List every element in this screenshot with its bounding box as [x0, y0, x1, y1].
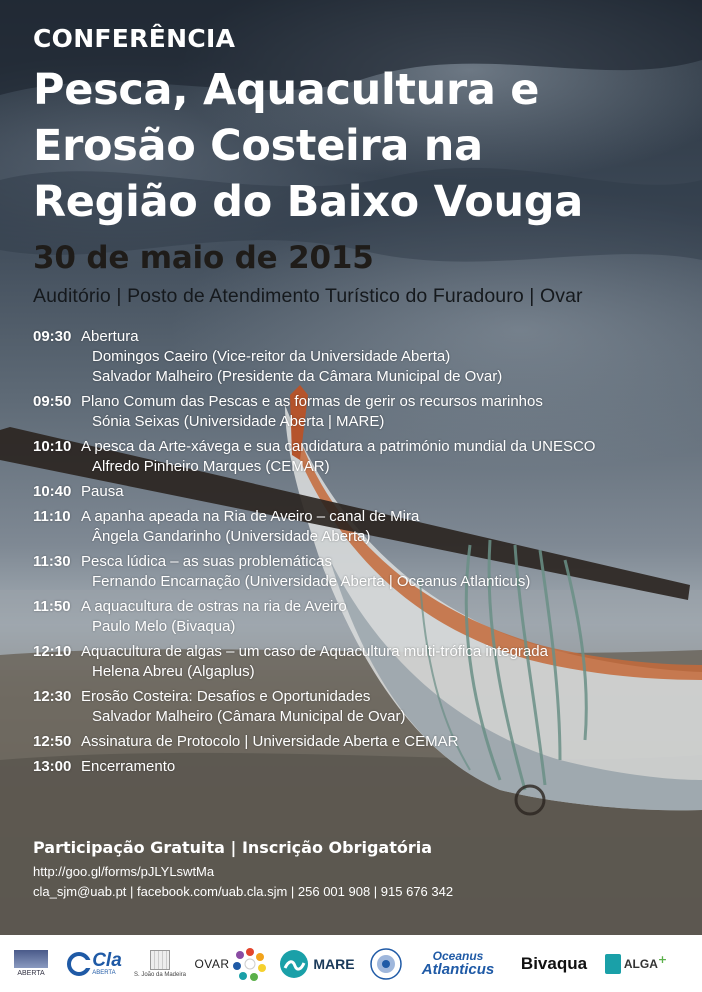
ovar-flower-icon [232, 946, 268, 982]
programme-time: 13:00 [33, 758, 72, 775]
programme-speaker: Fernando Encarnação (Universidade Aberta | Oceanus Atlanticus) [92, 573, 531, 590]
cla-text: Cla [92, 950, 122, 971]
logo-oceanus-atlanticus [412, 944, 504, 984]
logo-algaplus [604, 944, 668, 984]
logo-cla [58, 944, 130, 984]
programme-item-heading [33, 327, 673, 347]
programme-speaker: Salvador Malheiro (Presidente da Câmara Municipal de Ovar) [92, 368, 503, 385]
participation-note: Participação Gratuita | Inscrição Obrigatória [33, 838, 433, 857]
logo-sao-joao-da-madeira [132, 944, 188, 984]
programme-title: A pesca da Arte-xávega e sua candidatura a património mundial da UNESCO [81, 438, 596, 455]
programme-item [33, 552, 673, 592]
programme-item-heading [33, 732, 673, 752]
programme-title: A apanha apeada na Ria de Aveiro – canal de Mira [81, 508, 420, 525]
contact-info: cla_sjm@uab.pt | facebook.com/uab.cla.sjm | 256 001 908 | 915 676 342 [33, 884, 454, 899]
programme-item-heading [33, 642, 673, 662]
mare-text: MARE [313, 955, 355, 972]
programme-speaker: Helena Abreu (Algaplus) [92, 663, 255, 680]
programme-time: 10:40 [33, 483, 72, 500]
programme-title: A aquacultura de ostras na ria de Aveiro [81, 598, 347, 615]
atlanticus-text: Atlanticus [421, 961, 495, 978]
registration-link[interactable]: http://goo.gl/forms/pJLYLswtMa [33, 864, 215, 879]
programme-speaker: Domingos Caeiro (Vice-reitor da Universidade Aberta) [92, 348, 451, 365]
programme-title: Aquacultura de algas – um caso de Aquacultura multi-trófica integrada [81, 643, 548, 660]
conference-title [33, 62, 693, 230]
sjm-mark-icon [150, 950, 170, 970]
programme-item-heading [33, 482, 673, 502]
programme-time: 11:10 [33, 508, 71, 525]
mare-wave-icon [279, 949, 309, 979]
logo-mare [276, 944, 358, 984]
programme-item [33, 597, 673, 637]
cemar-seal-icon [370, 948, 402, 980]
programme-item-heading [33, 437, 673, 457]
logo-cemar-seal [364, 944, 408, 984]
cla-sub-text: ABERTA [92, 970, 116, 976]
logo-universidade-aberta [10, 944, 52, 984]
programme-speaker: Salvador Malheiro (Câmara Municipal de Ovar) [92, 708, 406, 725]
conference-date: 30 de maio de 2015 [33, 240, 374, 276]
programme-time: 11:50 [33, 598, 71, 615]
programme-item [33, 437, 673, 477]
algaplus-mark-icon [605, 954, 621, 974]
programme-speaker: Paulo Melo (Bivaqua) [92, 618, 236, 635]
programme-title: Assinatura de Protocolo | Universidade Aberta e CEMAR [81, 733, 459, 750]
programme-title: Erosão Costeira: Desafios e Oportunidades [81, 688, 371, 705]
programme-item-heading [33, 757, 673, 777]
programme-item-heading [33, 687, 673, 707]
ovar-text: OVAR [194, 956, 230, 971]
title-line: Pesca, Aquacultura e [33, 65, 540, 115]
conference-venue: Auditório | Posto de Atendimento Turístico do Furadouro | Ovar [33, 285, 583, 307]
programme-time: 11:30 [33, 553, 71, 570]
programme-speaker: Alfredo Pinheiro Marques (CEMAR) [92, 458, 330, 475]
oceanus-text: Oceanus [432, 949, 484, 963]
programme-item [33, 507, 673, 547]
programme-time: 12:10 [33, 643, 72, 660]
programme-title: Pesca lúdica – as suas problemáticas [81, 553, 332, 570]
alga-text: ALGA [623, 956, 658, 971]
programme-title: Abertura [81, 328, 139, 345]
cla-ring-icon [66, 951, 92, 977]
programme-time: 12:30 [33, 688, 72, 705]
conference-label: CONFERÊNCIA [33, 24, 236, 53]
programme-speaker: Ângela Gandarinho (Universidade Aberta) [92, 528, 371, 545]
programme-item [33, 687, 673, 727]
programme-time: 09:50 [33, 393, 72, 410]
programme-title: Plano Comum das Pescas e as formas de gerir os recursos marinhos [81, 393, 543, 410]
programme-item [33, 757, 673, 777]
title-line: Erosão Costeira na [33, 121, 483, 171]
programme-item [33, 392, 673, 432]
programme-item [33, 642, 673, 682]
programme-speaker: Sónia Seixas (Universidade Aberta | MARE) [92, 413, 385, 430]
programme-time: 12:50 [33, 733, 72, 750]
programme-item [33, 327, 673, 387]
programme-item-heading [33, 597, 673, 617]
logo-bivaqua [510, 944, 598, 984]
programme-time: 09:30 [33, 328, 72, 345]
programme-item-heading [33, 392, 673, 412]
logo-ovar [192, 944, 270, 984]
sjm-text: S. João da Madeira [133, 971, 187, 978]
programme-list [33, 327, 673, 782]
programme-item [33, 482, 673, 502]
aberta-text: ABERTA [17, 970, 45, 977]
programme-title: Encerramento [81, 758, 176, 775]
aberta-mark-icon [14, 950, 48, 968]
programme-item-heading [33, 507, 673, 527]
plus-icon: + [657, 953, 668, 966]
programme-title: Pausa [81, 483, 124, 500]
programme-time: 10:10 [33, 438, 72, 455]
bivaqua-text: Bivaqua [520, 953, 588, 973]
programme-item [33, 732, 673, 752]
partner-logos-bar [0, 935, 702, 992]
programme-item-heading [33, 552, 673, 572]
title-line: Região do Baixo Vouga [33, 177, 583, 227]
